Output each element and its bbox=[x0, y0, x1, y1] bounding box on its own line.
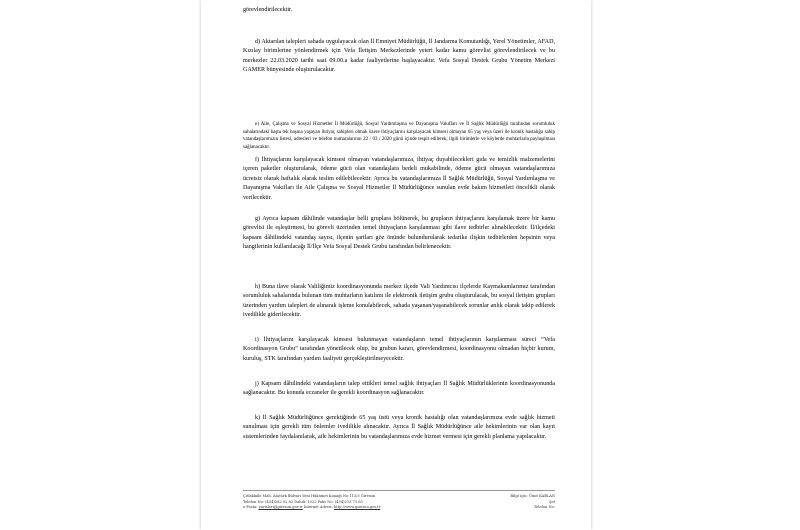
footer-address-line: Çıtlakkale Mah. Atatürk Bulvarı Yeni Hükümet Konağı No:113/3 Giresun bbox=[243, 494, 376, 498]
paragraph-h: h) Buna ilave olarak Valiliğimiz koordinasyonunda merkez ilçede Vali Yardımcısı ilçelerde Kaymakamlarımız tarafından sorumluluk sahalarında bulunan tüm muhtarların katılımı ile elektronik iletişim grubu oluşturulacak, bu sosyal iletişim grupları üzerinden yardım talepleri de alınarak işleme konulabilecek, sahada yaşanan/yaşanabilecek sorunlar anlık olarak takip edilerek ivedilikle giderilecektir. bbox=[243, 284, 555, 319]
footer-email-link[interactable]: yazisleri@giresun.gov.tr bbox=[258, 505, 303, 510]
footer-info-contact: Bilgi için: Ümit KABLAN bbox=[510, 494, 555, 498]
footer-web-link[interactable]: http://www.giresun.gov.tr bbox=[333, 505, 381, 510]
paragraph-continuation: görevlendirilecektir. bbox=[243, 7, 293, 13]
footer-info-phone: Telefon No: bbox=[534, 505, 555, 510]
footer-divider bbox=[243, 490, 555, 491]
paragraph-d: d) Aktarılan talepleri sahada uygulayacak olan İl Emniyet Müdürlüğü, İl Jandarma Komutanlığı, Yerel Yönetimler, AFAD, Kızılay birimlerine yönlendirmek için Vefa İletişim Merkezlerinde yeteri kadar kamu görevlisi görevlendirilecek ve bu merkezler 22.03.2020 tarihi saat 09.00.a kadar faaliyetlerine başlayacaktır. Vefa Sosyal Destek Grubu Yönetim Merkezi GAMER bünyesinde oluşturulacaktır. bbox=[243, 39, 555, 74]
footer-contact-line bbox=[243, 505, 443, 511]
paragraph-k: k) İl Sağlık Müdürlüğünce gerektiğinde 65 yaş üstü veya kronik hastalığı olan vatandaşlarımıza evde sağlık hizmeti sunulması için gerekli tüm önlemler ivedilikle alınacaktır. Ayrıca İl Sağlık Müdürlüğünce aile hekimlerinin var olan kayıt sistemlerinden faydalanılarak, aile hekimlerinin bu vatandaşlarımıza evde hizmet vermesi için gerekli planlama yapılacaktır. bbox=[243, 415, 555, 440]
footer-info bbox=[475, 494, 555, 511]
footer-email-prefix: e-Posta: bbox=[243, 505, 259, 510]
document-page bbox=[201, 0, 591, 530]
paragraph-e: e) Aile, Çalışma ve Sosyal Hizmetler İl Müdürlüğü, Sosyal Yardımlaşma ve Dayanışma Vakıfları ve İl Sağlık Müdürlüğü tarafından sorumluluk sahalarındaki başta tek başına yaşayan ihtiyaç sahipleri olmak üzere ihtiyaçlarını karşılayacak kimsesi olmayan 65 yaş veya üzeri ile kronik hastalığa sahip vatandaşlarımızın listesi, adresleri ve telefon numaralarının 22 / 03 / 2020 günü içinde tespit edilerek, ilgili birimlerle ve köylerde muhtarlarla paylaşılması sağlanacaktır. bbox=[243, 122, 555, 150]
footer-web-prefix: İnternet Adresi: bbox=[302, 505, 334, 510]
paragraph-j: j) Kapsam dâhilindeki vatandaşların talep ettikleri temel sağlık ihtiyaçları İl Sağlık Müdürlüklerinin koordinasyonunda sağlanacaktır. Bu konuda eczaneler ile gerekli koordinasyon sağlanacaktır. bbox=[243, 381, 555, 397]
footer-info-title: Şef bbox=[549, 499, 555, 504]
paragraph-i: i) İhtiyaçlarını karşılayacak kimsesi bulunmayan vatandaşların temel ihtiyaçlarının karşılanması süreci “Vefa Koordinasyon Grubu” tarafından yönetilecek olup, bu grubun kararı, görevlendirmesi, koordinasyonu olmadan hiçbir kurum, kuruluş, STK tarafından yardım faaliyeti gerçekleştirilmeyecektir. bbox=[243, 337, 555, 362]
paragraph-g: g) Ayrıca kapsam dâhilinde vatandaşlar belli gruplara bölünerek, bu grupların ihtiyaçlarını karşılamak üzere bir kamu görevlisi ile eşleştirmesi, bu görevli üzerinden temel ihtiyaçların karşılanması gibi ilave tedbirler alınabilecektir. İl/ilçedeki kapsam dâhilindeki vatandaş sayısı, ilçenin şartları göz önünde bulundurularak tedarike ilişkin tedbirlerden hepsinin veya hangilerinin kullanılacağı İl/İlçe Vefa Sosyal Destek Grubu tarafından belirlenecektir. bbox=[243, 216, 555, 251]
paragraph-f: f) İhtiyaçlarını karşılayacak kimsesi olmayan vatandaşlarımıza, ihtiyaç duyabilecekleri gıda ve temizlik malzemelerini içeren paketler oluşturularak, ödeme gücü olan vatandaşlara bedeli mukabilinde, ödeme gücü olmayan vatandaşlarımıza ücretsiz olarak haftalık olarak teslim edilebilecektir. Ayrıca bu vatandaşlarımıza İl Sağlık Müdürlüğü, Sosyal Yardımlaşma ve Dayanışma Vakıfları ile Aile Çalışma ve Sosyal Hizmetler İl Müdürlüğünce sunulan evde bakım hizmetleri öncelikli olarak verilecektir. bbox=[243, 157, 555, 201]
footer-address bbox=[243, 494, 443, 511]
footer-phone-line: Telefon No: (454)282 02 82 Dahili: 1022 Faks No: (454)215 75 65 bbox=[243, 499, 363, 504]
